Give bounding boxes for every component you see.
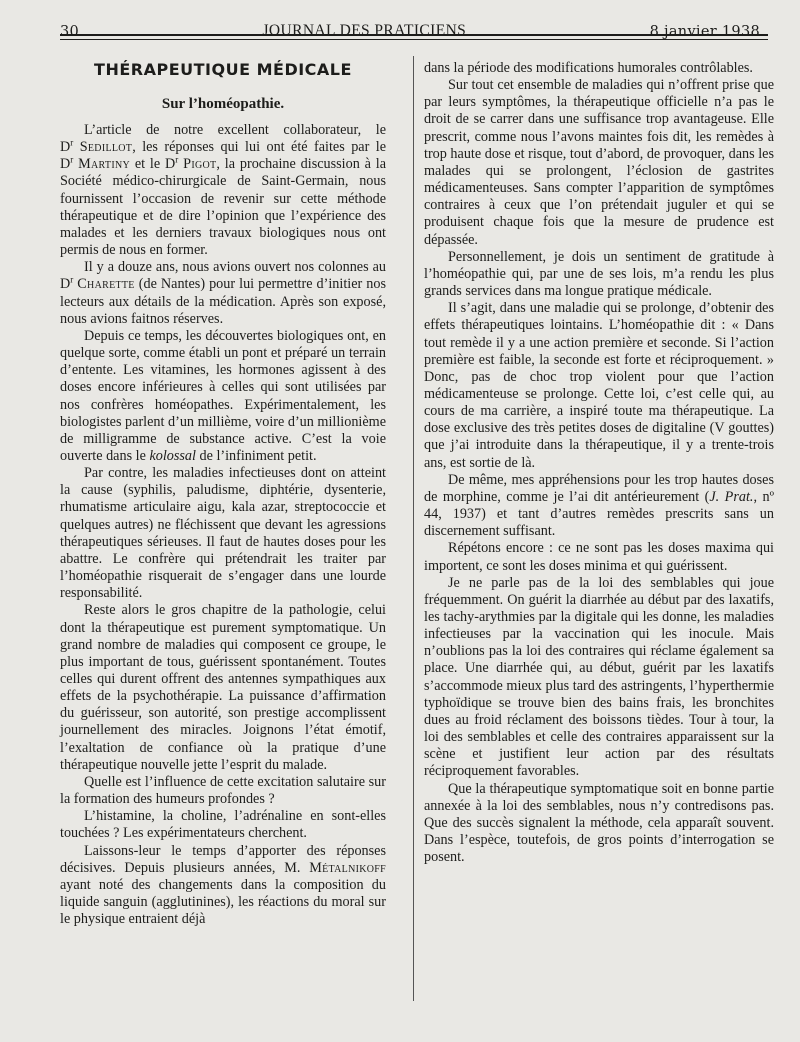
page-number: 30 [60,24,80,40]
journal-title: JOURNAL DES PRATICIENS [262,22,467,39]
left-column [60,60,386,928]
paragraph: Laissons-leur le temps d’apporter des réponses décisives. Depuis plusieurs années, M. Métalnikoff ayant noté des changements dans la composition du liquide sanguin (agglutinines), les réactions du moral sur le physique entraient déjà [60,842,386,928]
author-name: Martiny [78,156,130,173]
issue-date: 8 janvier 1938 [649,24,760,40]
right-column [424,60,774,866]
paragraph: Sur tout cet ensemble de maladies qui n’offrent prise que par leurs symptômes, la thérapeutique officielle n’a pas le droit de se carrer dans une suffisance trop avantageuse. Elle prescrit, comme nous l’avons maintes fois dit, les remèdes à trop haute dose et risque, tout d’abord, de provoquer, dans les malades qui se prolongent, l’éclosion de gastrites médicamenteuses. Sans compter l’apparition de symptômes contraires à ceux que l’on prétendait juguler et qui se produisent chaque fois que la mesure de prudence est dépassée. [424,77,774,248]
paragraph: dans la période des modifications humorales contrôlables. [424,60,753,76]
section-title: THÉRAPEUTIQUE MÉDICALE [94,60,352,79]
header-rule-thick [60,34,768,36]
paragraph: Reste alors le gros chapitre de la pathologie, celui dont la thérapeutique est purement symptomatique. Un grand nombre de maladies qui composent ce groupe, le plus important de tous, guérissent spontanément. Toutes celles qui durent offrent des antennes sympathiques aux effets de la psychothérapie. La puissance d’affirmation du guérisseur, son autorité, son prestige accomplissent journellement des miracles. Joignons l’état émotif, l’exaltation de confiance où la pratique d’une thérapeutique nouvelle jette l’esprit du malade. [60,602,386,773]
column-separator [413,56,414,1001]
author-name: Métalnikoff [309,859,386,876]
paragraph: L’article de notre excellent collaborateur, le $D^r$ Sedillot, les réponses qui lui ont été faites par le $D^r$ Martiny et le $D^r$ Pigot, la prochaine discussion à la Société médico-chirurgicale de Saint-Germain, nous fournissent l’occasion de revenir sur cette méthode thérapeutique et de dire l’opinion que l’expérience des malades et les derniers travaux biologiques nous ont permis de nous en former. [60,122,387,259]
paragraph: De même, mes appréhensions pour les trop hautes doses de morphine, comme je l’ai dit antérieurement (J. Prat., nº 44, 1937) et tant d’autres remèdes prescrits sans un discernement suffisant. [424,471,774,540]
paragraph: Je ne parle pas de la loi des semblables qui joue fréquemment. On guérit la diarrhée au début par des laxatifs, les tachy-arythmies par la digitale qui les donne, les maladies infectieuses par la vaccination qui les inocule. Mais n’oublions pas la loi des contraires qui réclame également sa place. Une diarrhée qui, au début, guérit par les laxatifs s’accommode mieux plus tard des astringents, l’hyperthermie typhoïdique se trouve bien des bains frais, les bronchites dues au froid réclament des boissons tièdes. Tour à tour, la loi des semblables et celle des contraires apparaissent sur la scène et justifient leur action par des résultats réciproquement favorables. [424,574,774,780]
paragraph: Il y a douze ans, nous avions ouvert nos colonnes au $D^r$ Charette (de Nantes) pour lui permettre d’initier nos lecteurs aux détails de la médication. Après son exposé, nous avions faitnos réserves. [60,259,387,327]
paragraph: Que la thérapeutique symptomatique soit en bonne partie annexée à la loi des semblables, nous n’y contredisons pas. Que des succès signalent la méthode, cela apparaît souvent. Dans l’espèce, toutefois, de gros points d’interrogation se posent. [424,780,774,866]
header-rule-thin [60,39,768,40]
paragraph: Par contre, les maladies infectieuses dont on atteint la cause (syphilis, paludisme, diphtérie, dysenterie, rhumatisme articulaire aigu, kala azar, streptococcie et quelques autres) ne fléchissent que devant les agressions thérapeutiques sérieuses. Il faut de hautes doses pour les abattre. Le confrère qui prétendrait les traiter par l’homéopathie risquerait de s’engager dans une lourde responsabilité. [60,465,386,602]
paragraph: Personnellement, je dois un sentiment de gratitude à l’homéopathie qui, par une de ses lois, m’a rendu les plus grands services dans ma longue pratique médicale. [424,248,774,300]
article-title: Sur l’homéopathie. [161,96,285,112]
paragraph: Quelle est l’influence de cette excitation salutaire sur la formation des humeurs profondes ? [60,773,386,808]
author-name: Sedillot [79,139,133,156]
paragraph: Il s’agit, dans une maladie qui se prolonge, d’obtenir des effets thérapeutiques lointains. L’homéopathie dit : « Dans tout remède il y a une action première et seconde. Si l’action première est faible, la seconde est forte et réciproquement. » Donc, pas de choc trop violent pour que l’action médicamenteuse se prolonge. Cette loi, c’est celle qui, au cours de ma carrière, a inspiré toute ma thérapeutique. La dose exclusive des très petites doses de digitaline (V gouttes) que j’ai introduite dans la thérapeutique, il y a trente-trois ans, est sortie de là. [424,300,774,471]
paragraph: L’histamine, la choline, l’adrénaline en sont-elles touchées ? Les expérimentateurs cherchent. [60,808,386,842]
author-name: Charette [77,276,135,293]
author-name: Pigot [183,156,217,173]
paragraph: Répétons encore : ce ne sont pas les doses maxima qui importent, ce sont les doses minima et qui guérissent. [424,540,774,574]
paragraph: Depuis ce temps, les découvertes biologiques ont, en quelque sorte, comme établi un pont et préparé un terrain d’entente. Les vitamines, les hormones agissent à des doses encore inférieures à celles qui sont utilisées par nos confrères homéopathes. Expérimentalement, les biologistes parlent d’un millième, voire d’un millionième de milligramme de substance active. C’est la voie ouverte dans le kolossal de l’infiniment petit. [60,327,386,464]
